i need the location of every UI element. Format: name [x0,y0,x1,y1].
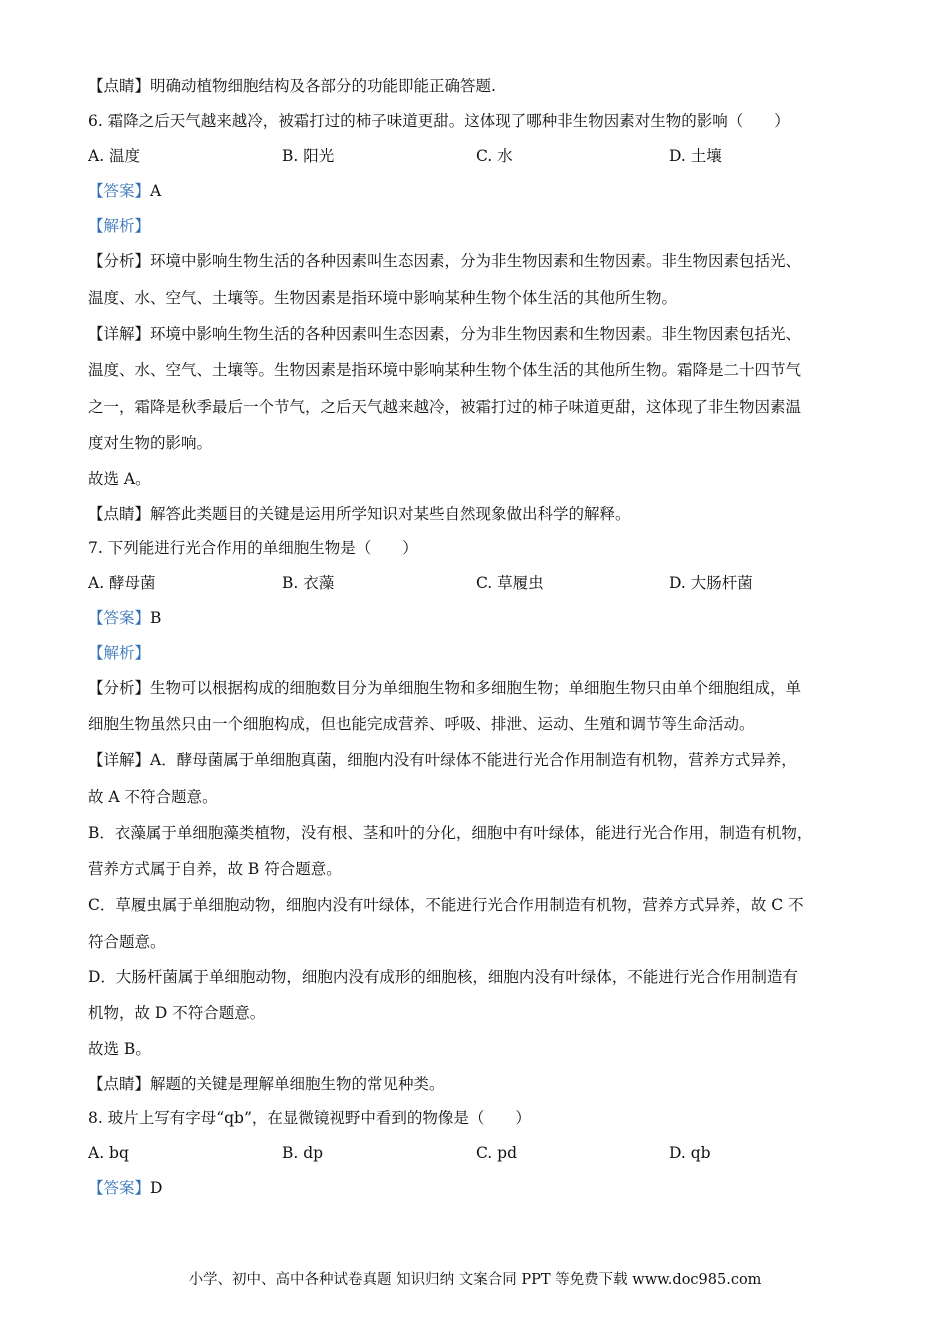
q6-analysis-tag: 【解析】 [88,217,151,235]
q7-option-b: B. 衣藻 [282,574,335,592]
q8-option-c: C. pd [476,1144,518,1162]
answer-value: B [150,609,162,627]
q6-option-b: B. 阳光 [282,147,335,165]
q6-conclusion: 故选 A。 [88,470,151,488]
q7-analysis-tag: 【解析】 [88,644,151,662]
q8-option-a: A. bq [88,1144,129,1162]
q8-answer [88,1177,868,1199]
q7-xiangjie-4: 营养方式属于自养，故 B 符合题意。 [88,860,342,878]
answer-tag: 【答案】 [88,182,151,200]
question-7: 7. 下列能进行光合作用的单细胞生物是（ ） [88,539,418,557]
answer-value: A [150,182,162,200]
q7-conclusion: 故选 B。 [88,1040,151,1058]
q7-option-a: A. 酵母菌 [88,574,156,592]
q6-fenxi-1: 【分析】环境中影响生物生活的各种因素叫生态因素，分为非生物因素和生物因素。非生物因素包括光、 [88,252,802,270]
q6-option-c: C. 水 [476,147,513,165]
q8-option-d: D. qb [669,1144,711,1162]
question-6: 6. 霜降之后天气越来越冷，被霜打过的柿子味道更甜。这体现了哪种非生物因素对生物的影响（ ） [88,112,790,130]
page-footer: 小学、初中、高中各种试卷真题 知识归纳 文案合同 PPT 等免费下载 www.doc985.com [188,1272,762,1288]
q7-fenxi-1: 【分析】生物可以根据构成的细胞数目分为单细胞生物和多细胞生物；单细胞生物只由单个细胞组成，单 [88,679,802,697]
q7-xiangjie-8: 机物，故 D 不符合题意。 [88,1004,266,1022]
q7-xiangjie-3: B．衣藻属于单细胞藻类植物，没有根、茎和叶的分化，细胞中有叶绿体，能进行光合作用，制造有机物， [88,824,813,842]
q7-xiangjie-6: 符合题意。 [88,933,166,951]
q8-option-b: B. dp [282,1144,324,1162]
q6-comment: 【点睛】解答此类题目的关键是运用所学知识对某些自然现象做出科学的解释。 [88,505,631,523]
q7-option-c: C. 草履虫 [476,574,544,592]
answer-tag: 【答案】 [88,1179,151,1197]
q6-fenxi-2: 温度、水、空气、土壤等。生物因素是指环境中影响某种生物个体生活的其他所生物。 [88,289,678,307]
q6-xiangjie-3: 之一，霜降是秋季最后一个节气，之后天气越来越冷，被霜打过的柿子味道更甜，这体现了非生物因素温 [88,398,802,416]
question-8: 8. 玻片上写有字母“qb”，在显微镜视野中看到的物像是（ ） [88,1109,531,1127]
q7-xiangjie-5: C．草履虫属于单细胞动物，细胞内没有叶绿体，不能进行光合作用制造有机物，营养方式异养，故 C 不 [88,896,804,914]
answer-value: D [150,1179,163,1197]
q7-xiangjie-1: 【详解】A．酵母菌属于单细胞真菌，细胞内没有叶绿体不能进行光合作用制造有机物，营养方式异养， [88,751,797,769]
answer-tag: 【答案】 [88,609,151,627]
q6-option-a: A. 温度 [88,147,141,165]
q7-xiangjie-2: 故 A 不符合题意。 [88,788,218,806]
q7-fenxi-2: 细胞生物虽然只由一个细胞构成，但也能完成营养、呼吸、排泄、运动、生殖和调节等生命活动。 [88,715,755,733]
q7-answer [88,607,868,629]
q6-xiangjie-1: 【详解】环境中影响生物生活的各种因素叫生态因素，分为非生物因素和生物因素。非生物因素包括光、 [88,325,802,343]
q7-option-d: D. 大肠杆菌 [669,574,753,592]
q6-xiangjie-4: 度对生物的影响。 [88,434,213,452]
q7-xiangjie-7: D．大肠杆菌属于单细胞动物，细胞内没有成形的细胞核，细胞内没有叶绿体，不能进行光合作用制造有 [88,968,798,986]
comment-line: 【点睛】明确动植物细胞结构及各部分的功能即能正确答题. [88,77,496,95]
q6-answer [88,180,868,202]
q7-comment: 【点睛】解题的关键是理解单细胞生物的常见种类。 [88,1075,445,1093]
q6-option-d: D. 土壤 [669,147,722,165]
q6-xiangjie-2: 温度、水、空气、土壤等。生物因素是指环境中影响某种生物个体生活的其他所生物。霜降是二十四节气 [88,361,802,379]
